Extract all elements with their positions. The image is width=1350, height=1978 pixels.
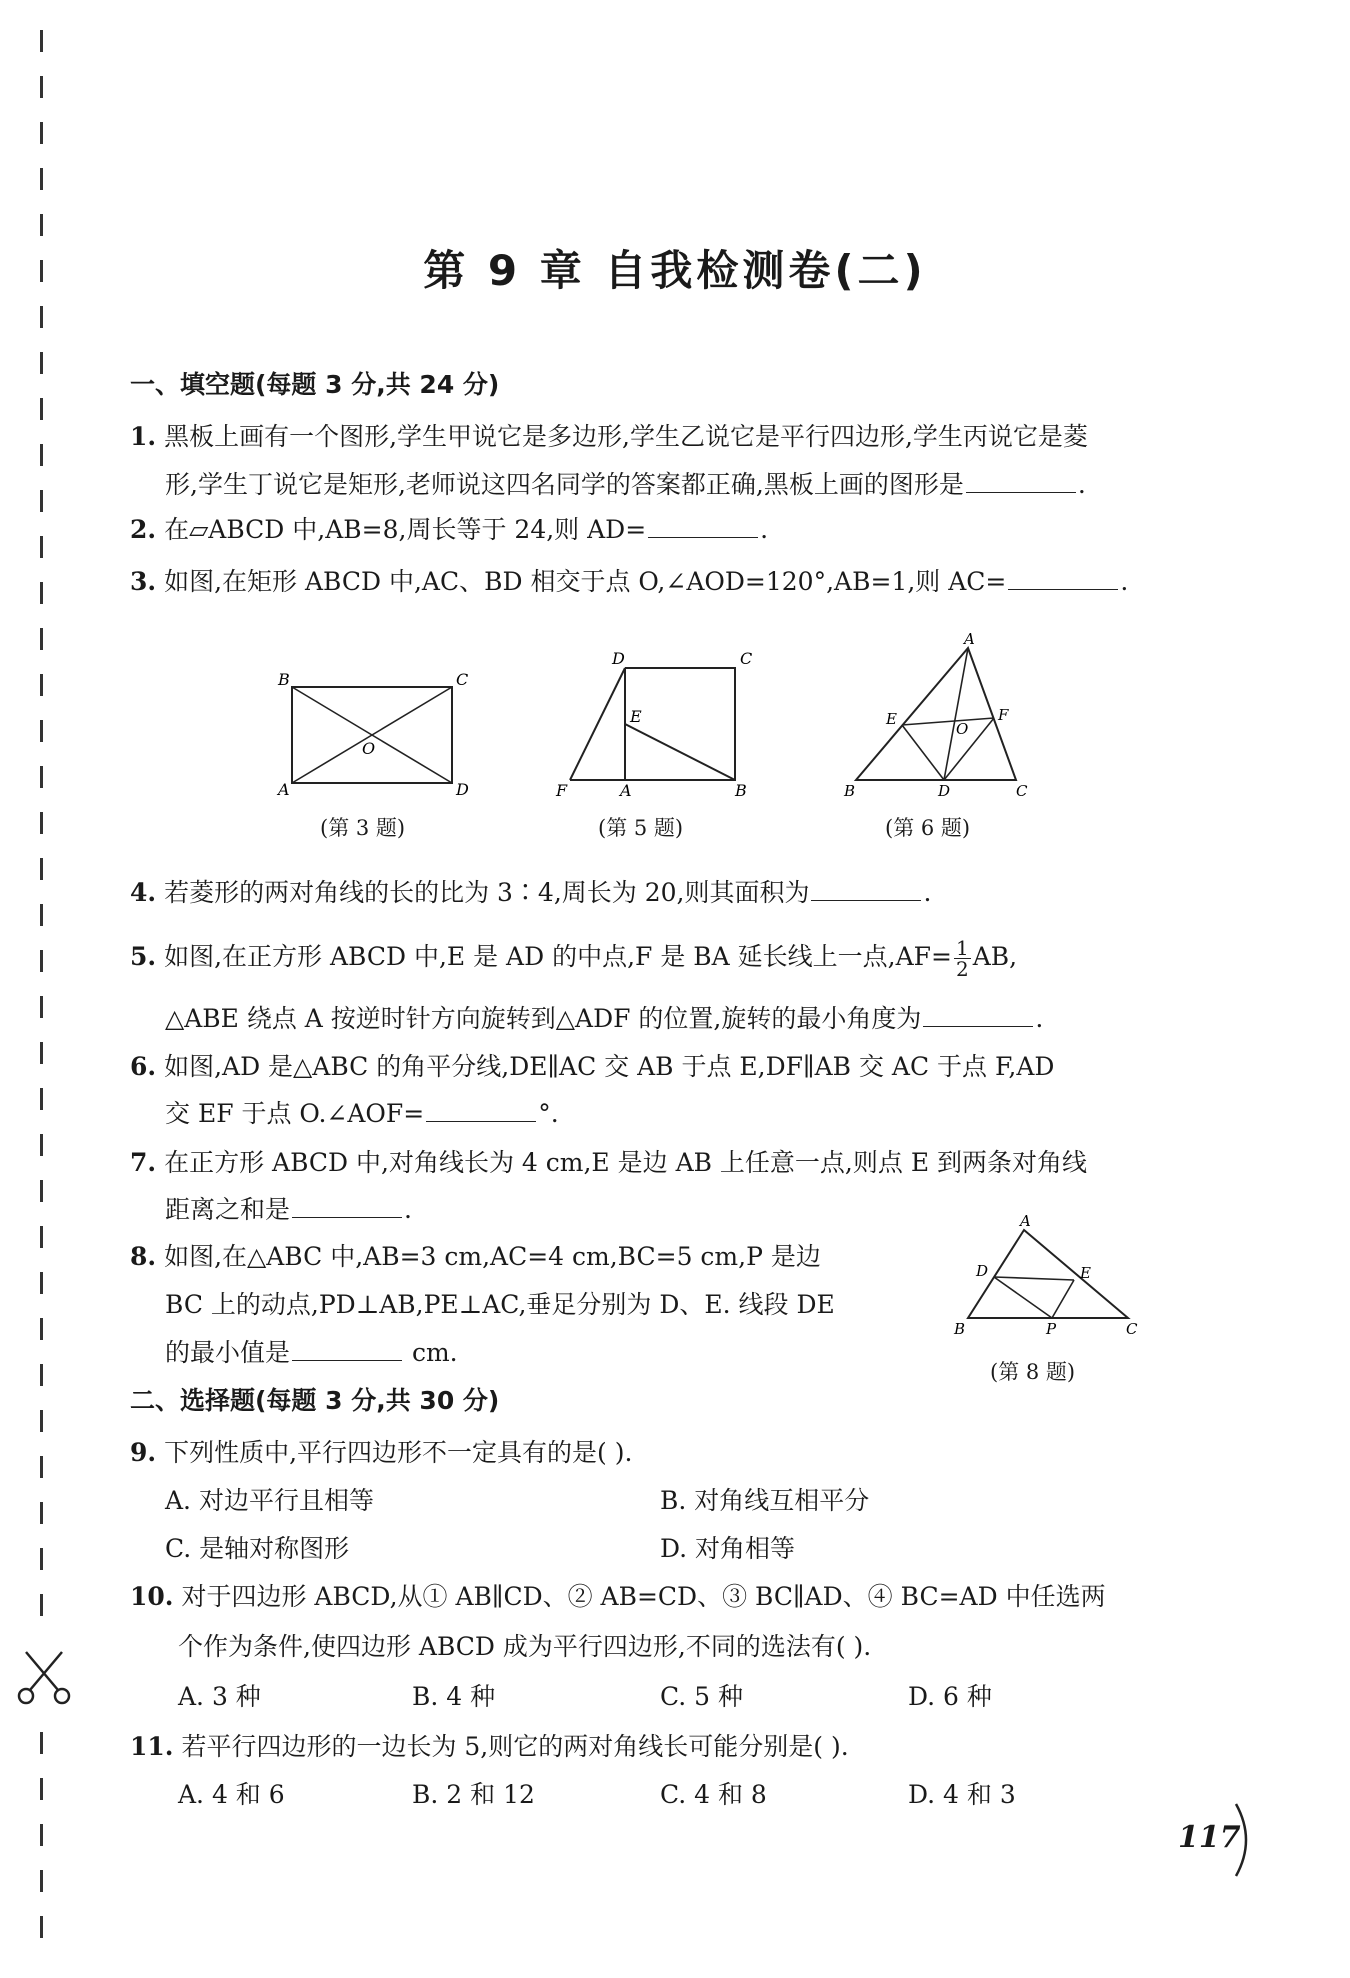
- fig6-label-F: F: [998, 706, 1009, 724]
- fig6-label-C: C: [1016, 782, 1028, 800]
- q9-option-b[interactable]: B. 对角线互相平分: [660, 1486, 870, 1515]
- question-10-line2: 个作为条件,使四边形 ABCD 成为平行四边形,不同的选法有( ).: [178, 1632, 872, 1661]
- section-choice-heading: 二、选择题(每题 3 分,共 30 分): [130, 1386, 500, 1415]
- question-3: 3. 如图,在矩形 ABCD 中,AC、BD 相交于点 O,∠AOD=120°,AB=1,则 AC= .: [130, 567, 1129, 596]
- cut-line-segment: [40, 582, 43, 604]
- cut-line-segment: [40, 536, 43, 558]
- q9-option-c[interactable]: C. 是轴对称图形: [165, 1534, 350, 1563]
- cut-line-segment: [40, 1272, 43, 1294]
- cut-line-segment: [40, 1548, 43, 1570]
- answer-blank[interactable]: [648, 515, 758, 538]
- question-6-line2: 交 EF 于点 O.∠AOF= °.: [165, 1099, 559, 1128]
- question-8: 8. 如图,在△ABC 中,AB=3 cm,AC=4 cm,BC=5 cm,P 是边: [130, 1242, 821, 1271]
- fig8-label-A: A: [1020, 1212, 1031, 1230]
- page-number-bracket-icon: [1234, 1800, 1258, 1880]
- fig8-label-E: E: [1080, 1264, 1091, 1282]
- cut-line-segment: [40, 1180, 43, 1202]
- fig5-label-F: F: [556, 781, 568, 800]
- q10-option-b[interactable]: B. 4 种: [412, 1682, 496, 1711]
- q11-option-a[interactable]: A. 4 和 6: [178, 1780, 285, 1809]
- cut-line-segment: [40, 1870, 43, 1892]
- figure-5: [550, 648, 765, 803]
- q10-option-a[interactable]: A. 3 种: [178, 1682, 261, 1711]
- cut-line-segment: [40, 1732, 43, 1754]
- answer-blank[interactable]: [1008, 567, 1118, 590]
- fig5-label-C: C: [740, 649, 753, 668]
- cut-line-segment: [40, 306, 43, 328]
- q11-option-d[interactable]: D. 4 和 3: [908, 1780, 1016, 1809]
- cut-line-segment: [40, 1594, 43, 1616]
- cut-line-segment: [40, 1916, 43, 1938]
- cut-line-segment: [40, 122, 43, 144]
- fig5-label-B: B: [735, 781, 747, 800]
- cut-line-segment: [40, 168, 43, 190]
- q10-option-c[interactable]: C. 5 种: [660, 1682, 743, 1711]
- fig8-label-B: B: [954, 1320, 966, 1337]
- q11-option-c[interactable]: C. 4 和 8: [660, 1780, 767, 1809]
- cut-line-segment: [40, 76, 43, 98]
- fig6-label-B: B: [844, 782, 856, 800]
- cut-line-segment: [40, 1456, 43, 1478]
- caption-figure-6: (第 6 题): [885, 816, 971, 840]
- cut-line-segment: [40, 30, 43, 52]
- question-8-line3: 的最小值是 cm.: [165, 1338, 458, 1367]
- question-5-line2: △ABE 绕点 A 按逆时针方向旋转到△ADF 的位置,旋转的最小角度为 .: [165, 1004, 1044, 1033]
- q10-option-d[interactable]: D. 6 种: [908, 1682, 992, 1711]
- cut-line-segment: [40, 1088, 43, 1110]
- cut-line-segment: [40, 1364, 43, 1386]
- figure-8: [940, 1212, 1140, 1337]
- question-1: 1. 黑板上画有一个图形,学生甲说它是多边形,学生乙说它是平行四边形,学生丙说它是菱: [130, 422, 1088, 451]
- cut-line-segment: [40, 1042, 43, 1064]
- question-7-line2: 距离之和是 .: [165, 1195, 412, 1224]
- scissors-icon: [14, 1648, 74, 1708]
- figure-3: [270, 665, 480, 805]
- fig6-label-D: D: [938, 782, 951, 800]
- fig3-label-B: B: [278, 670, 290, 689]
- cut-line-segment: [40, 444, 43, 466]
- cut-line-segment: [40, 352, 43, 374]
- fig5-label-A: A: [620, 781, 632, 800]
- cut-line-segment: [40, 1778, 43, 1800]
- fig3-label-C: C: [456, 670, 469, 689]
- fig5-label-D: D: [612, 649, 625, 668]
- cut-line-segment: [40, 674, 43, 696]
- fig6-label-E: E: [886, 710, 897, 728]
- caption-figure-5: (第 5 题): [598, 816, 684, 840]
- section-fill-in-heading: 一、填空题(每题 3 分,共 24 分): [130, 370, 500, 399]
- cut-line-segment: [40, 766, 43, 788]
- fig3-label-O: O: [362, 739, 376, 758]
- question-9: 9. 下列性质中,平行四边形不一定具有的是( ).: [130, 1438, 633, 1467]
- fig3-label-D: D: [456, 780, 469, 799]
- cut-line-segment: [40, 1134, 43, 1156]
- question-2: 2. 在▱ABCD 中,AB=8,周长等于 24,则 AD= .: [130, 515, 769, 544]
- question-7: 7. 在正方形 ABCD 中,对角线长为 4 cm,E 是边 AB 上任意一点,则点 E 到两条对角线: [130, 1148, 1088, 1177]
- fig6-label-A: A: [964, 632, 975, 648]
- cut-line-segment: [40, 214, 43, 236]
- cut-line-segment: [40, 1502, 43, 1524]
- cut-line-segment: [40, 490, 43, 512]
- page-title: 第 9 章 自我检测卷(二): [423, 246, 927, 295]
- cut-line-segment: [40, 1824, 43, 1846]
- fig8-label-C: C: [1126, 1320, 1138, 1337]
- page-number: 117: [1178, 1820, 1241, 1855]
- q11-option-b[interactable]: B. 2 和 12: [412, 1780, 535, 1809]
- answer-blank[interactable]: [966, 470, 1076, 493]
- cut-line-segment: [40, 950, 43, 972]
- question-8-line2: BC 上的动点,PD⊥AB,PE⊥AC,垂足分别为 D、E. 线段 DE: [165, 1290, 835, 1319]
- question-11: 11. 若平行四边形的一边长为 5,则它的两对角线长可能分别是( ).: [130, 1732, 849, 1761]
- fig3-label-A: A: [278, 780, 290, 799]
- fig8-label-P: P: [1046, 1320, 1057, 1337]
- fig6-label-O: O: [956, 720, 969, 738]
- cut-line-segment: [40, 398, 43, 420]
- cut-line-segment: [40, 720, 43, 742]
- question-1-line2: 形,学生丁说它是矩形,老师说这四名同学的答案都正确,黑板上画的图形是 .: [165, 470, 1086, 499]
- cut-line-segment: [40, 1226, 43, 1248]
- question-5: 5. 如图,在正方形 ABCD 中,E 是 AD 的中点,F 是 BA 延长线上一点,AF= $\frac{1}{2}$ AB,: [130, 936, 1018, 981]
- cut-line-segment: [40, 628, 43, 650]
- fig5-label-E: E: [630, 707, 642, 726]
- cut-line-segment: [40, 996, 43, 1018]
- answer-blank[interactable]: [292, 1338, 402, 1361]
- answer-blank[interactable]: [811, 878, 921, 901]
- question-4: 4. 若菱形的两对角线的长的比为 3∶4,周长为 20,则其面积为 .: [130, 878, 932, 907]
- fraction-half: $\frac{1}{2}$: [955, 936, 969, 981]
- cut-line-segment: [40, 812, 43, 834]
- answer-blank[interactable]: [923, 1004, 1033, 1027]
- q9-option-a[interactable]: A. 对边平行且相等: [165, 1486, 374, 1515]
- fig8-label-D: D: [976, 1262, 989, 1280]
- answer-blank[interactable]: [292, 1195, 402, 1218]
- cut-line-segment: [40, 1410, 43, 1432]
- caption-figure-3: (第 3 题): [320, 816, 406, 840]
- question-10: 10. 对于四边形 ABCD,从① AB∥CD、② AB=CD、③ BC∥AD、④ BC=AD 中任选两: [130, 1582, 1106, 1611]
- page-number-badge: [1178, 1800, 1258, 1880]
- q9-option-d[interactable]: D. 对角相等: [660, 1534, 796, 1563]
- answer-blank[interactable]: [426, 1099, 536, 1122]
- cut-line-segment: [40, 858, 43, 880]
- figure-6: [840, 632, 1040, 802]
- cut-line-segment: [40, 904, 43, 926]
- cut-line-segment: [40, 1318, 43, 1340]
- caption-figure-8: (第 8 题): [990, 1360, 1076, 1384]
- question-6: 6. 如图,AD 是△ABC 的角平分线,DE∥AC 交 AB 于点 E,DF∥AB 交 AC 于点 F,AD: [130, 1052, 1055, 1081]
